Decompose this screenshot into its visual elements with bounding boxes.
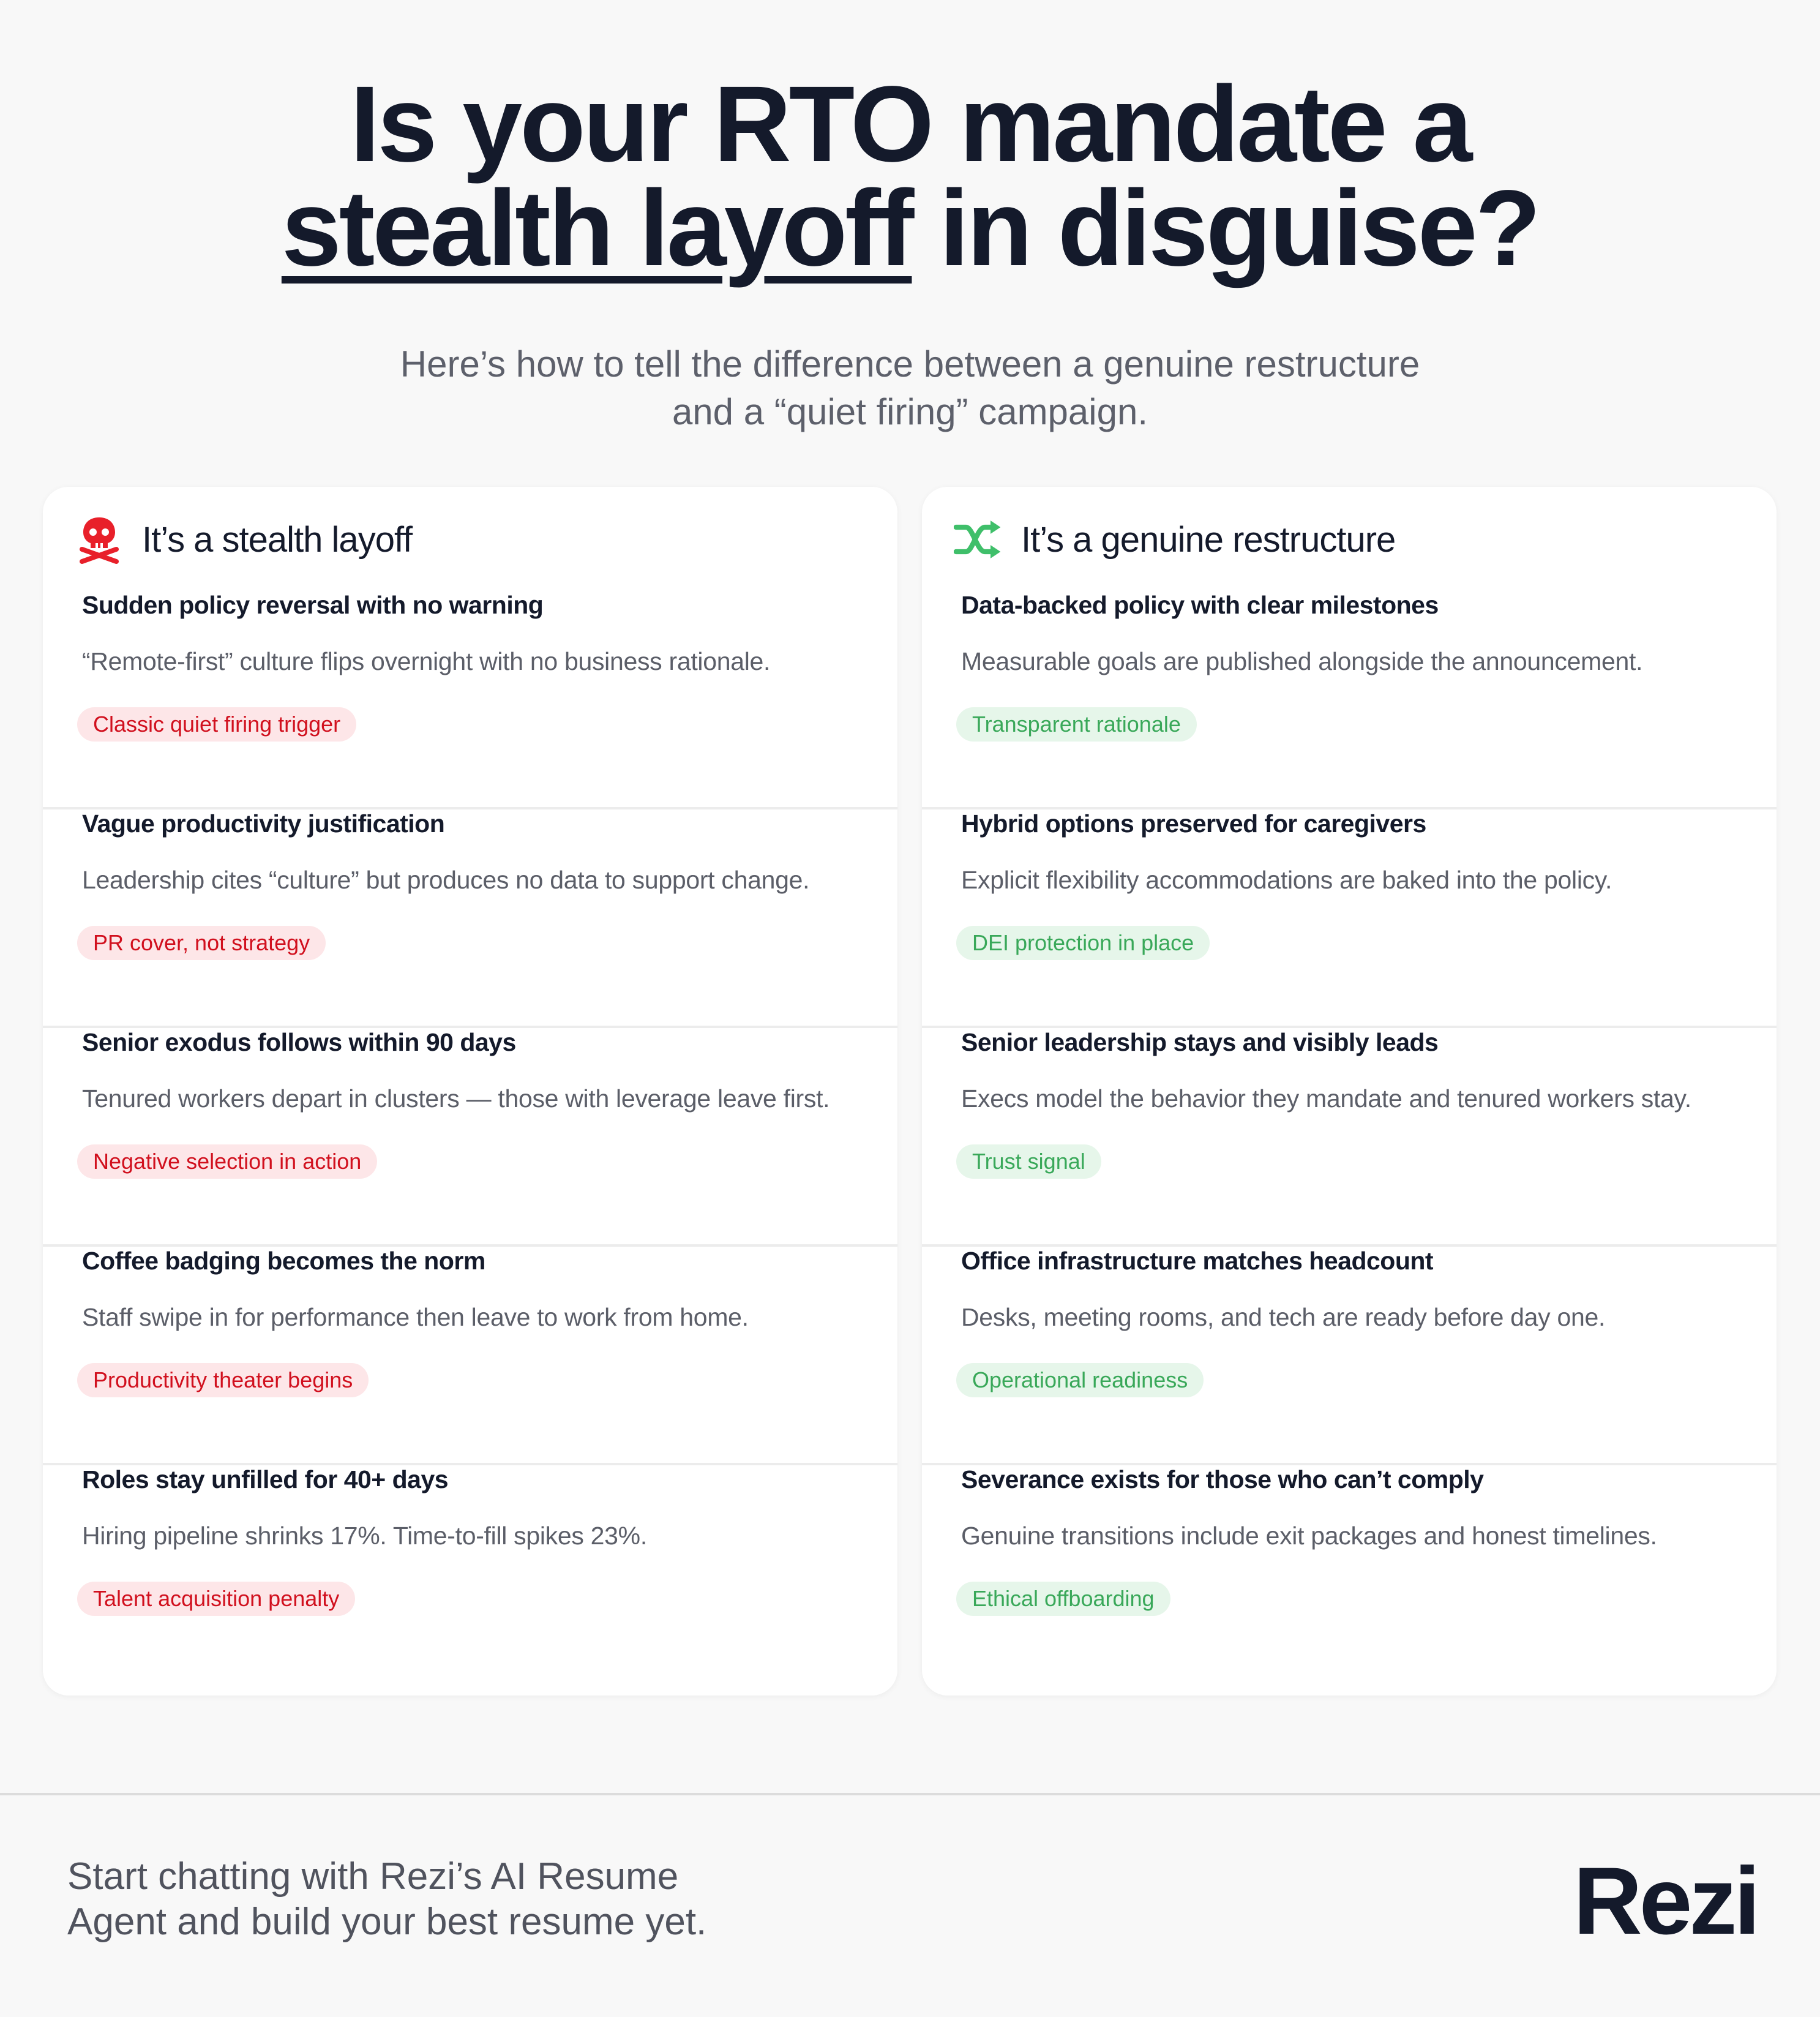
item-description: “Remote-first” culture flips overnight with no business rationale. — [82, 647, 771, 675]
footer-divider — [0, 1793, 1820, 1795]
stealth-layoff-card-header — [75, 509, 412, 570]
title-underlined-phrase: stealth layoff — [281, 168, 912, 288]
item-tag: DEI protection in place — [956, 926, 1210, 960]
title-line-2 — [0, 168, 1820, 288]
item-tag: Classic quiet firing trigger — [77, 707, 356, 742]
item-title: Office infrastructure matches headcount — [961, 1247, 1434, 1275]
item-description: Staff swipe in for performance then leave to work from home. — [82, 1303, 749, 1331]
item-title: Data-backed policy with clear milestones — [961, 591, 1439, 619]
item-tag: Negative selection in action — [77, 1144, 377, 1179]
footer-cta-line-2: Agent and build your best resume yet. — [67, 1901, 707, 1943]
shuffle-arrows-icon — [954, 515, 1003, 564]
item-description: Measurable goals are published alongside the announcement. — [961, 647, 1643, 675]
stealth-layoff-heading: It’s a stealth layoff — [142, 519, 413, 560]
list-item — [922, 809, 1777, 1028]
item-tag: Talent acquisition penalty — [77, 1582, 355, 1616]
list-item — [43, 1028, 897, 1247]
skull-crossbones-icon — [75, 515, 124, 564]
title-line-1: Is your RTO mandate a — [350, 64, 1470, 184]
item-description: Explicit flexibility accommodations are baked into the policy. — [961, 866, 1612, 894]
item-title: Coffee badging becomes the norm — [82, 1247, 485, 1275]
stealth-layoff-card — [43, 487, 897, 1696]
item-tag: Productivity theater begins — [77, 1363, 369, 1397]
item-tag: Transparent rationale — [956, 707, 1197, 742]
list-item — [43, 1465, 897, 1684]
page-title — [0, 64, 1820, 288]
item-description: Leadership cites “culture” but produces no data to support change. — [82, 866, 810, 894]
item-description: Tenured workers depart in clusters — those with leverage leave first. — [82, 1084, 830, 1113]
list-item — [43, 809, 897, 1028]
list-item — [922, 1247, 1777, 1465]
item-title: Sudden policy reversal with no warning — [82, 591, 544, 619]
rezi-logo: Rezi — [1573, 1848, 1758, 1955]
item-title: Senior exodus follows within 90 days — [82, 1028, 516, 1056]
subtitle-line-1: Here’s how to tell the difference between a genuine restructure — [400, 344, 1420, 385]
item-title: Senior leadership stays and visibly leads — [961, 1028, 1439, 1056]
list-item — [43, 591, 897, 809]
list-item — [43, 1247, 897, 1465]
list-item — [922, 1028, 1777, 1247]
subtitle — [0, 340, 1820, 436]
item-description: Desks, meeting rooms, and tech are ready before day one. — [961, 1303, 1606, 1331]
footer-cta-line-1: Start chatting with Rezi’s AI Resume — [67, 1855, 679, 1898]
footer-cta — [67, 1854, 706, 1945]
item-tag: PR cover, not strategy — [77, 926, 326, 960]
genuine-restructure-card-header — [954, 509, 1395, 570]
item-tag: Operational readiness — [956, 1363, 1204, 1397]
item-tag: Ethical offboarding — [956, 1582, 1170, 1616]
item-description: Genuine transitions include exit packages and honest timelines. — [961, 1522, 1657, 1550]
item-title: Vague productivity justification — [82, 809, 445, 838]
list-item — [922, 1465, 1777, 1684]
item-description: Hiring pipeline shrinks 17%. Time-to-fill spikes 23%. — [82, 1522, 647, 1550]
list-item — [922, 591, 1777, 809]
item-description: Execs model the behavior they mandate and tenured workers stay. — [961, 1084, 1691, 1113]
item-title: Severance exists for those who can’t comply — [961, 1465, 1484, 1493]
genuine-restructure-heading: It’s a genuine restructure — [1021, 519, 1396, 560]
item-title: Hybrid options preserved for caregivers — [961, 809, 1426, 838]
genuine-restructure-card — [922, 487, 1777, 1696]
title-line-2-rest: in disguise? — [912, 168, 1539, 288]
item-tag: Trust signal — [956, 1144, 1101, 1179]
item-title: Roles stay unfilled for 40+ days — [82, 1465, 449, 1493]
subtitle-line-2: and a “quiet firing” campaign. — [672, 391, 1148, 432]
